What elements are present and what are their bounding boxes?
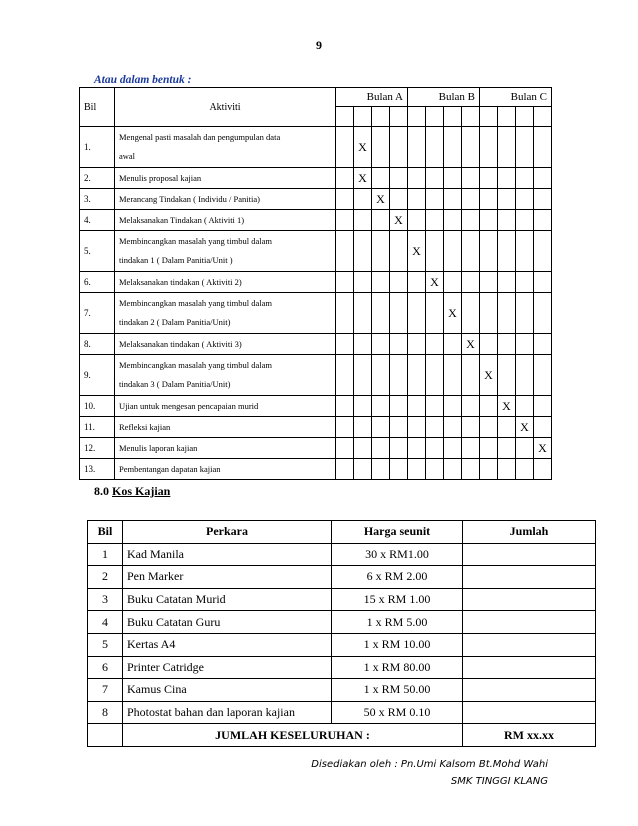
subcolumn-cell xyxy=(408,107,426,127)
month-cell xyxy=(516,210,534,231)
row-bil: 7. xyxy=(80,293,115,334)
activity-line: Refleksi kajian xyxy=(119,421,171,432)
month-cell xyxy=(336,459,354,480)
row-bil: 13. xyxy=(80,459,115,480)
cost-amount xyxy=(463,679,596,702)
cost-item: Kertas A4 xyxy=(123,633,332,656)
row-activity xyxy=(115,396,336,417)
month-cell xyxy=(534,396,552,417)
subcolumn-cell xyxy=(336,107,354,127)
row-bil: 6. xyxy=(80,272,115,293)
month-cell xyxy=(408,417,426,438)
footer-prepared-by: Disediakan oleh : Pn.Umi Kalsom Bt.Mohd Wahi xyxy=(311,759,548,770)
month-cell xyxy=(390,334,408,355)
month-cell xyxy=(444,355,462,396)
total-label: JUMLAH KESELURUHAN : xyxy=(123,724,463,747)
header-aktiviti: Aktiviti xyxy=(115,88,336,127)
row-activity xyxy=(115,459,336,480)
cost-row xyxy=(88,566,596,589)
cost-item: Buku Catatan Guru xyxy=(123,611,332,634)
month-cell xyxy=(444,334,462,355)
month-cell xyxy=(390,272,408,293)
header-bulan-b: Bulan B xyxy=(408,88,480,107)
activity-line: tindakan 1 ( Dalam Panitia/Unit ) xyxy=(119,255,233,265)
month-cell xyxy=(444,396,462,417)
month-cell xyxy=(462,396,480,417)
month-cell xyxy=(462,438,480,459)
cost-amount xyxy=(463,701,596,724)
cost-item: Photostat bahan dan laporan kajian xyxy=(123,701,332,724)
month-cell xyxy=(462,355,480,396)
row-bil: 2. xyxy=(80,168,115,189)
month-cell xyxy=(498,459,516,480)
month-cell xyxy=(408,459,426,480)
month-cell xyxy=(336,417,354,438)
row-activity xyxy=(115,417,336,438)
month-cell xyxy=(534,417,552,438)
x-mark: X xyxy=(516,417,534,438)
section-title: Kos Kajian xyxy=(112,484,171,498)
x-mark: X xyxy=(354,168,372,189)
cost-amount xyxy=(463,633,596,656)
activity-line: tindakan 2 ( Dalam Panitia/Unit) xyxy=(119,317,231,327)
cost-unit-price: 50 x RM 0.10 xyxy=(332,701,463,724)
row-activity xyxy=(115,334,336,355)
header-bil: Bil xyxy=(80,88,115,127)
cost-item: Buku Catatan Murid xyxy=(123,588,332,611)
activity-line: awal xyxy=(119,151,136,161)
month-cell xyxy=(336,396,354,417)
month-cell xyxy=(390,127,408,168)
subcolumn-cell xyxy=(390,107,408,127)
month-cell xyxy=(462,168,480,189)
activity-line: Membincangkan masalah yang timbul dalam xyxy=(119,236,272,246)
cost-row xyxy=(88,656,596,679)
month-cell xyxy=(426,210,444,231)
month-cell xyxy=(426,396,444,417)
month-cell xyxy=(336,355,354,396)
month-cell xyxy=(534,459,552,480)
cost-bil: 4 xyxy=(88,611,123,634)
subcolumn-cell xyxy=(480,107,498,127)
month-cell xyxy=(426,189,444,210)
month-cell xyxy=(336,334,354,355)
month-cell xyxy=(372,272,390,293)
schedule-row xyxy=(80,438,552,459)
schedule-row xyxy=(80,459,552,480)
section-heading xyxy=(94,484,170,499)
subcolumn-cell xyxy=(372,107,390,127)
activity-line: Membincangkan masalah yang timbul dalam xyxy=(119,360,272,370)
month-cell xyxy=(426,168,444,189)
month-cell xyxy=(462,210,480,231)
month-cell xyxy=(390,438,408,459)
month-cell xyxy=(426,334,444,355)
x-mark: X xyxy=(408,231,426,272)
activity-line: Ujian untuk mengesan pencapaian murid xyxy=(119,400,259,411)
month-cell xyxy=(498,189,516,210)
cost-unit-price: 1 x RM 50.00 xyxy=(332,679,463,702)
cost-header-bil: Bil xyxy=(88,521,123,544)
cost-row xyxy=(88,679,596,702)
x-mark: X xyxy=(534,438,552,459)
month-cell xyxy=(426,459,444,480)
month-cell xyxy=(498,210,516,231)
month-cell xyxy=(372,396,390,417)
cost-bil: 2 xyxy=(88,566,123,589)
month-cell xyxy=(480,210,498,231)
row-activity xyxy=(115,231,336,272)
month-cell xyxy=(480,334,498,355)
month-cell xyxy=(480,231,498,272)
cost-unit-price: 15 x RM 1.00 xyxy=(332,588,463,611)
month-cell xyxy=(408,127,426,168)
schedule-row xyxy=(80,127,552,168)
month-cell xyxy=(336,127,354,168)
month-cell xyxy=(372,127,390,168)
month-cell xyxy=(480,417,498,438)
cost-unit-price: 6 x RM 2.00 xyxy=(332,566,463,589)
row-bil: 3. xyxy=(80,189,115,210)
x-mark: X xyxy=(480,355,498,396)
row-activity xyxy=(115,210,336,231)
cost-row xyxy=(88,701,596,724)
month-cell xyxy=(336,272,354,293)
cost-table xyxy=(87,520,596,747)
cost-unit-price: 30 x RM1.00 xyxy=(332,543,463,566)
x-mark: X xyxy=(354,127,372,168)
month-cell xyxy=(498,355,516,396)
month-cell xyxy=(480,189,498,210)
x-mark: X xyxy=(426,272,444,293)
month-cell xyxy=(372,417,390,438)
month-cell xyxy=(516,438,534,459)
subcolumn-cell xyxy=(354,107,372,127)
cost-amount xyxy=(463,588,596,611)
footer-school: SMK TINGGI KLANG xyxy=(450,776,548,787)
cost-unit-price: 1 x RM 5.00 xyxy=(332,611,463,634)
header-bulan-c: Bulan C xyxy=(480,88,552,107)
row-bil: 9. xyxy=(80,355,115,396)
month-cell xyxy=(390,459,408,480)
month-cell xyxy=(498,293,516,334)
month-cell xyxy=(444,210,462,231)
month-cell xyxy=(444,127,462,168)
month-cell xyxy=(534,355,552,396)
activity-line: Pembentangan dapatan kajian xyxy=(119,463,221,474)
month-cell xyxy=(444,231,462,272)
month-cell xyxy=(516,127,534,168)
month-cell xyxy=(408,189,426,210)
cost-bil: 7 xyxy=(88,679,123,702)
month-cell xyxy=(462,417,480,438)
month-cell xyxy=(336,189,354,210)
cost-row xyxy=(88,588,596,611)
cost-row xyxy=(88,633,596,656)
month-cell xyxy=(408,293,426,334)
row-activity xyxy=(115,127,336,168)
month-cell xyxy=(498,231,516,272)
month-cell xyxy=(408,438,426,459)
cost-bil: 1 xyxy=(88,543,123,566)
month-cell xyxy=(516,334,534,355)
total-empty-cell xyxy=(88,724,123,747)
row-activity xyxy=(115,272,336,293)
schedule-row xyxy=(80,396,552,417)
month-cell xyxy=(534,293,552,334)
month-cell xyxy=(372,210,390,231)
cost-row xyxy=(88,611,596,634)
row-bil: 11. xyxy=(80,417,115,438)
activity-line: Melaksanakan tindakan ( Aktiviti 3) xyxy=(119,338,242,349)
month-cell xyxy=(372,334,390,355)
schedule-row xyxy=(80,272,552,293)
cost-item: Pen Marker xyxy=(123,566,332,589)
x-mark: X xyxy=(372,189,390,210)
subcolumn-cell xyxy=(426,107,444,127)
month-cell xyxy=(462,459,480,480)
x-mark: X xyxy=(444,293,462,334)
total-value: RM xx.xx xyxy=(463,724,596,747)
month-cell xyxy=(426,417,444,438)
row-bil: 1. xyxy=(80,127,115,168)
schedule-table xyxy=(79,87,552,480)
cost-bil: 5 xyxy=(88,633,123,656)
month-cell xyxy=(480,459,498,480)
header-bulan-a: Bulan A xyxy=(336,88,408,107)
activity-line: Menulis laporan kajian xyxy=(119,442,198,453)
month-cell xyxy=(354,272,372,293)
intro-text: Atau dalam bentuk : xyxy=(94,74,192,86)
cost-unit-price: 1 x RM 80.00 xyxy=(332,656,463,679)
cost-header-harga: Harga seunit xyxy=(332,521,463,544)
month-cell xyxy=(516,231,534,272)
cost-bil: 8 xyxy=(88,701,123,724)
month-cell xyxy=(498,127,516,168)
subcolumn-cell xyxy=(534,107,552,127)
month-cell xyxy=(426,127,444,168)
month-cell xyxy=(336,231,354,272)
month-cell xyxy=(426,438,444,459)
month-cell xyxy=(336,438,354,459)
month-cell xyxy=(354,355,372,396)
month-cell xyxy=(354,396,372,417)
month-cell xyxy=(426,231,444,272)
activity-line: Mengenal pasti masalah dan pengumpulan data xyxy=(119,132,281,142)
month-cell xyxy=(516,396,534,417)
month-cell xyxy=(354,417,372,438)
month-cell xyxy=(390,417,408,438)
month-cell xyxy=(534,210,552,231)
subcolumn-cell xyxy=(462,107,480,127)
row-bil: 8. xyxy=(80,334,115,355)
cost-unit-price: 1 x RM 10.00 xyxy=(332,633,463,656)
month-cell xyxy=(516,272,534,293)
month-cell xyxy=(354,210,372,231)
activity-line: Membincangkan masalah yang timbul dalam xyxy=(119,298,272,308)
x-mark: X xyxy=(498,396,516,417)
month-cell xyxy=(354,293,372,334)
month-cell xyxy=(516,168,534,189)
row-bil: 10. xyxy=(80,396,115,417)
row-activity xyxy=(115,189,336,210)
cost-amount xyxy=(463,543,596,566)
month-cell xyxy=(408,396,426,417)
month-cell xyxy=(372,293,390,334)
cost-amount xyxy=(463,611,596,634)
cost-item: Kamus Cina xyxy=(123,679,332,702)
month-cell xyxy=(354,334,372,355)
month-cell xyxy=(444,272,462,293)
month-cell xyxy=(390,231,408,272)
cost-item: Printer Catridge xyxy=(123,656,332,679)
activity-line: Merancang Tindakan ( Individu / Panitia) xyxy=(119,193,260,204)
schedule-row xyxy=(80,231,552,272)
cost-bil: 3 xyxy=(88,588,123,611)
month-cell xyxy=(408,334,426,355)
month-cell xyxy=(498,438,516,459)
month-cell xyxy=(444,417,462,438)
month-cell xyxy=(408,210,426,231)
month-cell xyxy=(354,459,372,480)
month-cell xyxy=(534,231,552,272)
month-cell xyxy=(462,293,480,334)
month-cell xyxy=(408,168,426,189)
row-bil: 4. xyxy=(80,210,115,231)
schedule-row xyxy=(80,355,552,396)
activity-line: Melaksanakan tindakan ( Aktiviti 2) xyxy=(119,276,242,287)
row-activity xyxy=(115,293,336,334)
row-activity xyxy=(115,438,336,459)
page-number: 9 xyxy=(316,38,322,52)
month-cell xyxy=(372,231,390,272)
x-mark: X xyxy=(462,334,480,355)
cost-amount xyxy=(463,566,596,589)
schedule-row xyxy=(80,189,552,210)
x-mark: X xyxy=(390,210,408,231)
activity-line: tindakan 3 ( Dalam Panitia/Unit) xyxy=(119,379,231,389)
month-cell xyxy=(498,168,516,189)
month-cell xyxy=(480,168,498,189)
month-cell xyxy=(480,272,498,293)
cost-item: Kad Manila xyxy=(123,543,332,566)
cost-header-jumlah: Jumlah xyxy=(463,521,596,544)
month-cell xyxy=(516,355,534,396)
subcolumn-cell xyxy=(444,107,462,127)
subcolumn-cell xyxy=(516,107,534,127)
month-cell xyxy=(462,231,480,272)
month-cell xyxy=(408,272,426,293)
month-cell xyxy=(444,459,462,480)
month-cell xyxy=(390,355,408,396)
month-cell xyxy=(354,189,372,210)
month-cell xyxy=(372,168,390,189)
month-cell xyxy=(390,168,408,189)
month-cell xyxy=(480,396,498,417)
month-cell xyxy=(444,189,462,210)
cost-row xyxy=(88,543,596,566)
activity-line: Menulis proposal kajian xyxy=(119,172,202,183)
schedule-row xyxy=(80,334,552,355)
month-cell xyxy=(426,293,444,334)
month-cell xyxy=(480,438,498,459)
month-cell xyxy=(534,272,552,293)
month-cell xyxy=(498,417,516,438)
month-cell xyxy=(462,189,480,210)
subcolumn-cell xyxy=(498,107,516,127)
month-cell xyxy=(372,438,390,459)
month-cell xyxy=(498,334,516,355)
month-cell xyxy=(534,189,552,210)
month-cell xyxy=(426,355,444,396)
activity-line: Melaksanakan Tindakan ( Aktiviti 1) xyxy=(119,214,245,225)
month-cell xyxy=(534,127,552,168)
row-activity xyxy=(115,168,336,189)
month-cell xyxy=(372,355,390,396)
schedule-row xyxy=(80,168,552,189)
month-cell xyxy=(336,168,354,189)
month-cell xyxy=(336,210,354,231)
month-cell xyxy=(498,272,516,293)
month-cell xyxy=(354,231,372,272)
cost-amount xyxy=(463,656,596,679)
month-cell xyxy=(444,168,462,189)
month-cell xyxy=(534,168,552,189)
month-cell xyxy=(516,293,534,334)
month-cell xyxy=(390,396,408,417)
month-cell xyxy=(354,438,372,459)
cost-bil: 6 xyxy=(88,656,123,679)
section-number: 8.0 xyxy=(94,484,109,498)
schedule-row xyxy=(80,417,552,438)
month-cell xyxy=(444,438,462,459)
schedule-row xyxy=(80,210,552,231)
month-cell xyxy=(390,293,408,334)
month-cell xyxy=(390,189,408,210)
month-cell xyxy=(534,334,552,355)
month-cell xyxy=(480,293,498,334)
month-cell xyxy=(462,127,480,168)
cost-header-perkara: Perkara xyxy=(123,521,332,544)
month-cell xyxy=(516,459,534,480)
row-activity xyxy=(115,355,336,396)
month-cell xyxy=(372,459,390,480)
month-cell xyxy=(462,272,480,293)
schedule-row xyxy=(80,293,552,334)
month-cell xyxy=(336,293,354,334)
month-cell xyxy=(516,189,534,210)
month-cell xyxy=(480,127,498,168)
row-bil: 12. xyxy=(80,438,115,459)
month-cell xyxy=(408,355,426,396)
row-bil: 5. xyxy=(80,231,115,272)
